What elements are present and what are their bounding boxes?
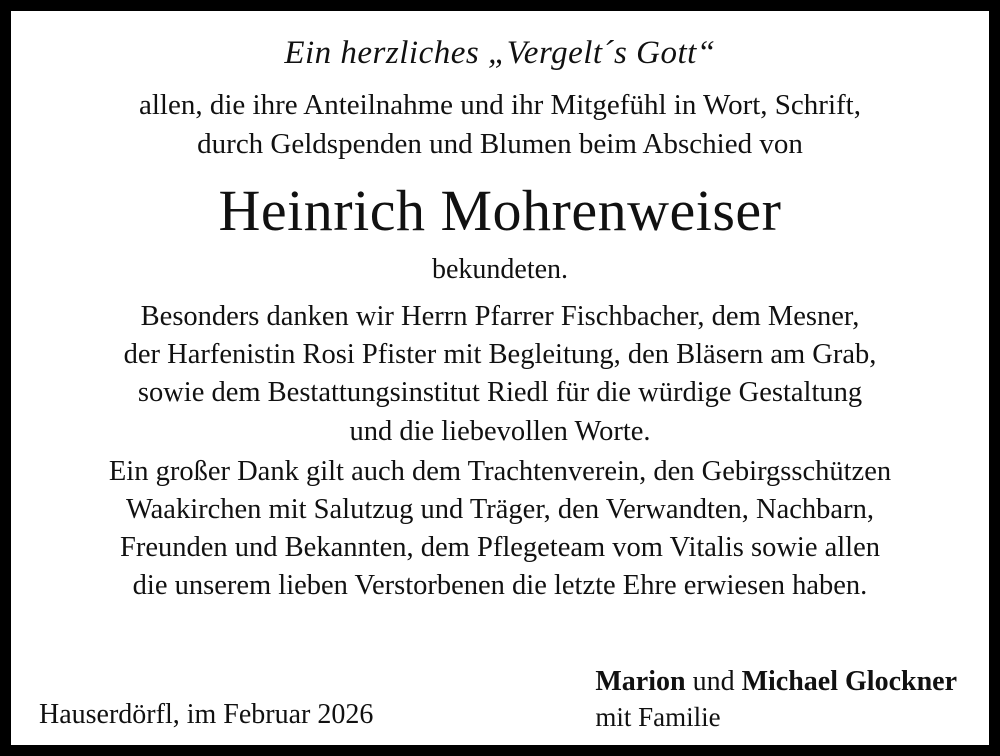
thanks-line: Freunden und Bekannten, dem Pflegeteam vom Vitalis sowie allen xyxy=(120,532,880,564)
place-and-date: Hauserdörfl, im Februar 2026 xyxy=(39,699,374,730)
thanks-line: Waakirchen mit Salutzug und Träger, den Verwandten, Nachbarn, xyxy=(126,494,874,526)
intro-line-1: allen, die ihre Anteilnahme und ihr Mitgefühl in Wort, Schrift, xyxy=(139,89,861,121)
spacer xyxy=(35,606,965,664)
signer-conjunction: und xyxy=(685,665,742,697)
signer-first-name: Marion xyxy=(595,665,686,697)
thanks-line: sowie dem Bestattungsinstitut Riedl für die würdige Gestaltung xyxy=(137,377,863,409)
signer-family: mit Familie xyxy=(595,701,721,732)
intro-line-2: durch Geldspenden und Blumen beim Abschied von xyxy=(197,127,803,160)
signers xyxy=(595,664,965,735)
signer-second-name: Michael Glockner xyxy=(741,665,957,697)
bekundeten-text: bekundeten. xyxy=(431,254,569,286)
thanks-line: die unserem lieben Verstorbenen die letzte Ehre erwiesen haben. xyxy=(132,570,868,602)
signer-names xyxy=(595,664,957,700)
thanks-text xyxy=(35,298,965,606)
thanks-line: der Harfenistin Rosi Pfister mit Begleitung, den Bläsern am Grab, xyxy=(123,339,877,371)
deceased-name: Heinrich Mohrenweiser xyxy=(218,178,782,244)
thanks-line: Ein großer Dank gilt auch dem Trachtenverein, den Gebirgsschützen xyxy=(108,455,892,487)
headline: Ein herzliches „Vergelt´s Gott“ xyxy=(284,35,716,71)
thanks-line: und die liebevollen Worte. xyxy=(349,415,651,447)
footer xyxy=(35,664,965,735)
intro-text xyxy=(35,86,965,163)
thanks-line: Besonders danken wir Herrn Pfarrer Fischbacher, dem Mesner, xyxy=(140,301,860,333)
